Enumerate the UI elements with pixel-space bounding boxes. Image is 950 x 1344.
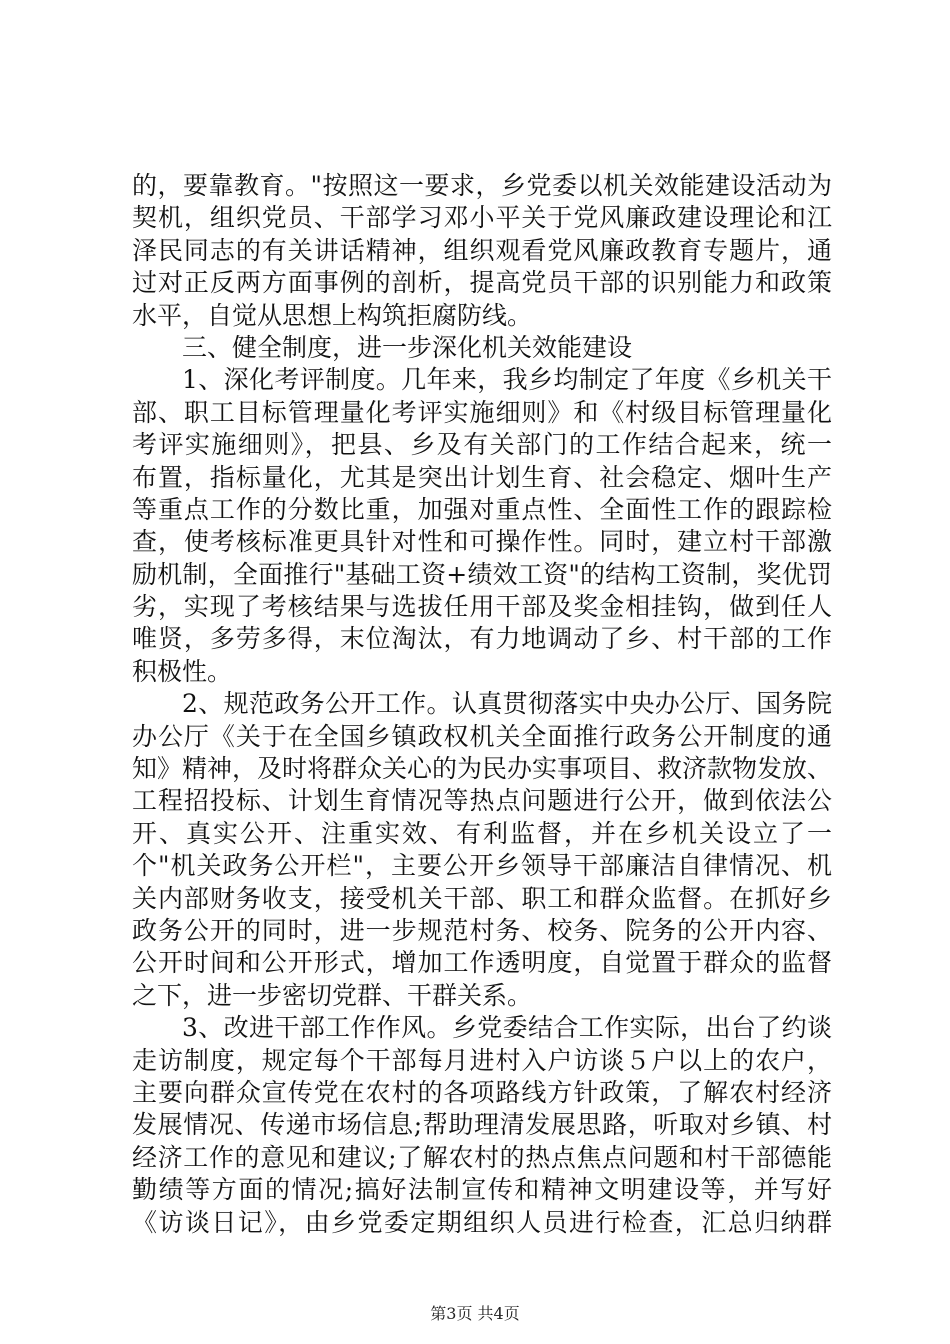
text-line: 契机，组织党员、干部学习邓小平关于党风廉政建设理论和江 <box>132 203 832 233</box>
text-line: 的，要靠教育。"按照这一要求，乡党委以机关效能建设活动为 <box>132 171 832 200</box>
text-line: 布置，指标量化，尤其是突出计划生育、社会稳定、烟叶生产 <box>132 462 832 492</box>
text-line: 过对正反两方面事例的剖析，提高党员干部的识别能力和政策 <box>132 268 832 298</box>
text-line: 个"机关政务公开栏"，主要公开乡领导干部廉洁自律情况、机 <box>132 851 832 881</box>
text-line: 泽民同志的有关讲话精神，组织观看党风廉政教育专题片，通 <box>132 235 832 265</box>
text-line: 知》精神，及时将群众关心的为民办实事项目、救济款物发放、 <box>132 754 833 784</box>
text-line: 劣，实现了考核结果与选拔任用干部及奖金相挂钩，做到任人 <box>132 592 832 622</box>
text-line: 水平，自觉从思想上构筑拒腐防线。 <box>132 300 533 330</box>
text-line: 1、深化考评制度。几年来，我乡均制定了年度《乡机关干 <box>182 365 832 395</box>
text-line: 3、改进干部工作作风。乡党委结合工作实际，出台了约谈 <box>182 1013 832 1043</box>
text-line: 等重点工作的分数比重，加强对重点性、全面性工作的跟踪检 <box>132 494 832 524</box>
text-line: 积极性。 <box>132 656 233 686</box>
text-line: 《访谈日记》，由乡党委定期组织人员进行检查，汇总归纳群 <box>132 1207 832 1237</box>
text-line: 主要向群众宣传党在农村的各项路线方针政策，了解农村经济 <box>132 1077 832 1107</box>
text-line: 勤绩等方面的情况;搞好法制宣传和精神文明建设等，并写好 <box>132 1175 832 1205</box>
section-heading: 三、健全制度，进一步深化机关效能建设 <box>182 332 633 362</box>
page-number-footer: 第3页 共4页 <box>430 1304 520 1323</box>
text-line: 唯贤，多劳多得，末位淘汰，有力地调动了乡、村干部的工作 <box>132 624 832 654</box>
text-line: 部、职工目标管理量化考评实施细则》和《村级目标管理量化 <box>132 397 832 427</box>
text-line: 走访制度，规定每个干部每月进村入户访谈５户以上的农户， <box>132 1045 832 1075</box>
text-line: 工程招投标、计划生育情况等热点问题进行公开，做到依法公 <box>132 786 832 816</box>
text-line: 发展情况、传递市场信息;帮助理清发展思路，听取对乡镇、村 <box>132 1110 832 1140</box>
text-line: 公开时间和公开形式，增加工作透明度，自觉置于群众的监督 <box>132 948 832 978</box>
text-line: 考评实施细则》，把县、乡及有关部门的工作结合起来，统一 <box>132 430 832 460</box>
text-line: 经济工作的意见和建议;了解农村的热点焦点问题和村干部德能 <box>132 1142 832 1172</box>
text-line: 办公厅《关于在全国乡镇政权机关全面推行政务公开制度的通 <box>132 721 832 751</box>
text-line: 2、规范政务公开工作。认真贯彻落实中央办公厅、国务院 <box>182 689 832 719</box>
body-text <box>132 170 832 1239</box>
text-line: 开、真实公开、注重实效、有利监督，并在乡机关设立了一 <box>132 818 832 848</box>
text-line: 查，使考核标准更具针对性和可操作性。同时，建立村干部激 <box>132 527 832 557</box>
text-line: 之下，进一步密切党群、干群关系。 <box>132 980 533 1010</box>
text-line: 关内部财务收支，接受机关干部、职工和群众监督。在抓好乡 <box>132 883 832 913</box>
text-line: 政务公开的同时，进一步规范村务、校务、院务的公开内容、 <box>132 915 832 945</box>
text-line: 励机制，全面推行"基础工资+绩效工资"的结构工资制，奖优罚 <box>132 559 832 589</box>
